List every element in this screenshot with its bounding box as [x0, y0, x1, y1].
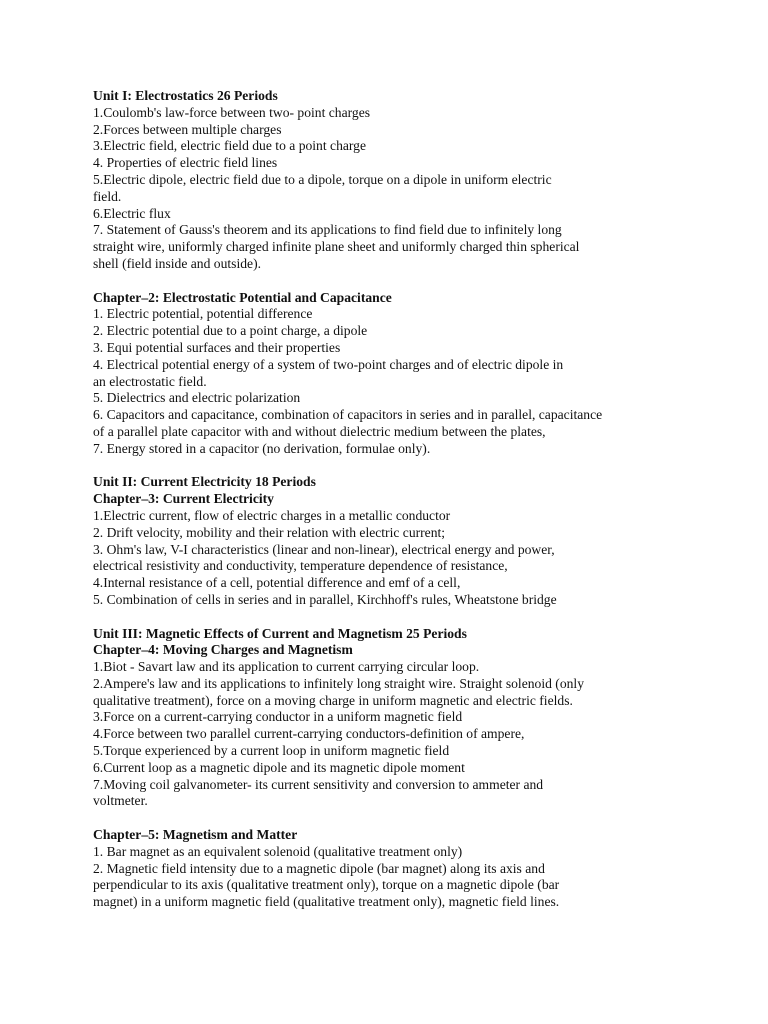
chapter-2-line: 1. Electric potential, potential difference [93, 306, 313, 322]
chapter-3-line: 5. Combination of cells in series and in parallel, Kirchhoff's rules, Wheatstone bridge [93, 591, 557, 607]
chapter-4-heading: Chapter–4: Moving Charges and Magnetism [93, 642, 353, 658]
chapter-2-section [93, 290, 683, 458]
chapter-2-line: 6. Capacitors and capacitance, combination of capacitors in series and in parallel, capacitance [93, 407, 603, 423]
chapter-5-line: 1. Bar magnet as an equivalent solenoid (qualitative treatment only) [93, 843, 463, 859]
chapter-4-line: 3.Force on a current-carrying conductor in a uniform magnetic field [93, 709, 463, 725]
chapter-2-line: 4. Electrical potential energy of a system of two-point charges and of electric dipole in [93, 356, 564, 372]
unit-1-line: 5.Electric dipole, electric field due to a dipole, torque on a dipole in uniform electric [93, 171, 552, 187]
chapter-5-section [93, 827, 683, 911]
section-spacer [93, 609, 683, 626]
chapter-5-line: perpendicular to its axis (qualitative treatment only), torque on a magnetic dipole (bar [93, 877, 560, 893]
chapter-2-line: an electrostatic field. [93, 373, 207, 389]
unit-1-line: 3.Electric field, electric field due to a point charge [93, 138, 367, 154]
unit-1-section [93, 88, 683, 273]
unit-1-line: straight wire, uniformly charged infinite plane sheet and uniformly charged thin spherical [93, 239, 580, 255]
chapter-4-line: 4.Force between two parallel current-carrying conductors-definition of ampere, [93, 726, 525, 742]
chapter-4-line: voltmeter. [93, 793, 148, 809]
unit-3-heading: Unit III: Magnetic Effects of Current and Magnetism 25 Periods [93, 625, 467, 641]
chapter-5-line: 2. Magnetic field intensity due to a magnetic dipole (bar magnet) along its axis and [93, 860, 545, 876]
chapter-2-line: 3. Equi potential surfaces and their properties [93, 339, 341, 355]
unit-1-heading: Unit I: Electrostatics 26 Periods [93, 88, 278, 103]
chapter-4-line: qualitative treatment), force on a moving charge in uniform magnetic and electric fields. [93, 692, 573, 708]
chapter-2-line: 7. Energy stored in a capacitor (no derivation, formulae only). [93, 440, 431, 456]
chapter-2-heading: Chapter–2: Electrostatic Potential and Capacitance [93, 289, 392, 305]
chapter-4-line: 7.Moving coil galvanometer- its current sensitivity and conversion to ammeter and [93, 776, 544, 792]
section-spacer [93, 458, 683, 475]
section-spacer [93, 810, 683, 827]
chapter-4-line: 6.Current loop as a magnetic dipole and its magnetic dipole moment [93, 759, 465, 775]
unit-1-line: 6.Electric flux [93, 205, 171, 221]
chapter-3-line: 2. Drift velocity, mobility and their relation with electric current; [93, 524, 446, 540]
unit-1-line: 4. Properties of electric field lines [93, 155, 278, 171]
chapter-3-line: electrical resistivity and conductivity, temperature dependence of resistance, [93, 558, 508, 574]
chapter-5-heading: Chapter–5: Magnetism and Matter [93, 827, 298, 843]
unit-2-section [93, 474, 683, 608]
unit-1-line: 7. Statement of Gauss's theorem and its applications to find field due to infinitely long [93, 222, 562, 238]
chapter-3-line: 3. Ohm's law, V-I characteristics (linear and non-linear), electrical energy and power, [93, 541, 555, 557]
chapter-3-heading: Chapter–3: Current Electricity [93, 491, 274, 507]
unit-2-heading: Unit II: Current Electricity 18 Periods [93, 474, 316, 490]
unit-1-line: field. [93, 188, 122, 204]
unit-1-line: shell (field inside and outside). [93, 255, 261, 271]
document-page [93, 88, 683, 911]
section-spacer [93, 273, 683, 290]
unit-1-line: 2.Forces between multiple charges [93, 121, 282, 137]
chapter-3-line: 1.Electric current, flow of electric charges in a metallic conductor [93, 507, 451, 523]
chapter-4-line: 5.Torque experienced by a current loop in uniform magnetic field [93, 743, 450, 759]
chapter-4-line: 2.Ampere's law and its applications to infinitely long straight wire. Straight solenoid (only [93, 675, 584, 691]
unit-3-section [93, 626, 683, 811]
unit-1-line: 1.Coulomb's law-force between two- point charges [93, 104, 371, 120]
chapter-2-line: 5. Dielectrics and electric polarization [93, 390, 301, 406]
chapter-5-line: magnet) in a uniform magnetic field (qualitative treatment only), magnetic field lines. [93, 894, 560, 910]
chapter-2-line: 2. Electric potential due to a point charge, a dipole [93, 323, 368, 339]
chapter-3-line: 4.Internal resistance of a cell, potential difference and emf of a cell, [93, 575, 461, 591]
chapter-2-line: of a parallel plate capacitor with and without dielectric medium between the plates, [93, 423, 546, 439]
chapter-4-line: 1.Biot - Savart law and its application to current carrying circular loop. [93, 659, 480, 675]
